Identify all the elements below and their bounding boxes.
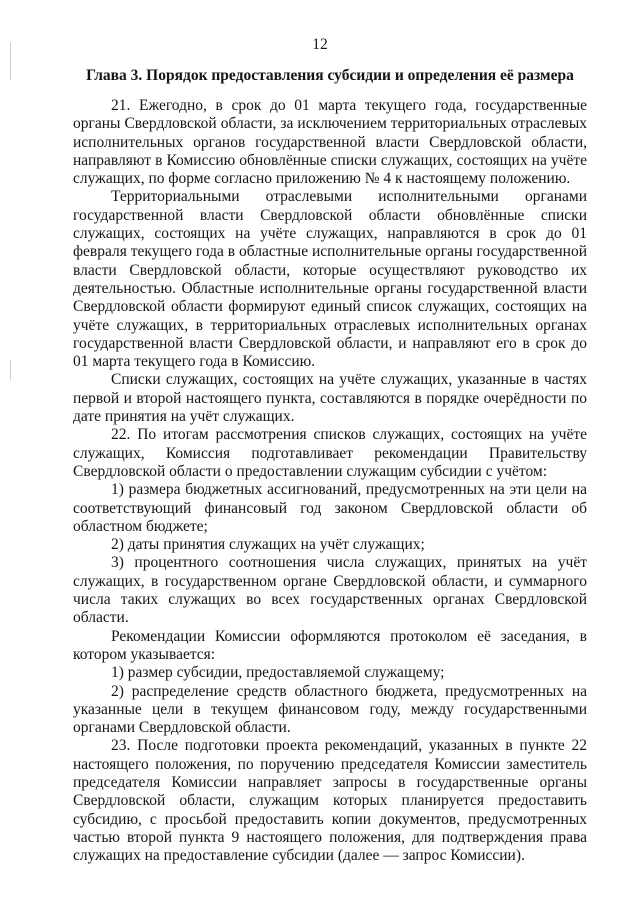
paragraph-22-recommendations: Рекомендации Комиссии оформляются протоколом её заседания, в котором указывается: bbox=[73, 627, 587, 663]
document-body bbox=[73, 97, 587, 865]
paragraph-21: 21. Ежегодно, в срок до 01 марта текущего года, государственные органы Свердловской области, за исключением территориальных отраслевых исполнительных органов государственной власти Свердловской области, направляют в Комиссию обновлённые списки служащих, состоящих на учёте служащих, по форме согласно приложению № 4 к настоящему положению. bbox=[73, 97, 587, 188]
scan-edge-mark bbox=[10, 360, 11, 380]
list-item-protocol-2: 2) распределение средств областного бюджета, предусмотренных на указанные цели в текущем финансовом году, между государственными органами Свердловской области. bbox=[73, 682, 587, 737]
paragraph-23: 23. После подготовки проекта рекомендаций, указанных в пункте 22 настоящего положения, по поручению председателя Комиссии заместитель председателя Комиссии направляет запросы в государственные органы Свердловской области, служащим которых планируется предоставить субсидию, с просьбой предоставить копии документов, предусмотренных частью второй пункта 9 настоящего положения, для подтверждения права служащих на предоставление субсидии (далее — запрос Комиссии). bbox=[73, 737, 587, 865]
list-item-protocol-1: 1) размер субсидии, предоставляемой служащему; bbox=[111, 664, 445, 682]
list-item-22-2: 2) даты принятия служащих на учёт служащих; bbox=[111, 536, 425, 554]
paragraph-21-part-2: Территориальными отраслевыми исполнительными органами государственной власти Свердловской области обновлённые списки служащих, состоящих на учёте служащих, направляются в срок до 01 февраля текущего года в областные исполнительные органы государственной власти Свердловской области, которые осуществляют руководство их деятельностью. Областные исполнительные органы государственной власти Свердловской области формируют единый список служащих, состоящих на учёте служащих, в территориальных отраслевых исполнительных органах государственной власти Свердловской области, и направляют его в срок до 01 марта текущего года в Комиссию. bbox=[73, 188, 588, 371]
chapter-title: Глава 3. Порядок предоставления субсидии и определения её размера bbox=[86, 67, 574, 84]
paragraph-21-part-3: Списки служащих, состоящих на учёте служащих, указанные в частях первой и второй настоящего пункта, составляются в порядке очерёдности по дате принятия на учёт служащих. bbox=[73, 371, 587, 426]
list-item-22-1: 1) размера бюджетных ассигнований, предусмотренных на эти цели на соответствующий финансовый год законом Свердловской области об областном бюджете; bbox=[73, 481, 587, 535]
list-item-22-3: 3) процентного соотношения числа служащих, принятых на учёт служащих, в государственном органе Свердловской области, и суммарного числа таких служащих во всех государственных органах Свердловской области. bbox=[73, 554, 587, 627]
page-number: 12 bbox=[312, 36, 328, 53]
paragraph-22: 22. По итогам рассмотрения списков служащих, состоящих на учёте служащих, Комиссия подготавливает рекомендации Правительству Свердловской области о предоставлении служащим субсидии с учётом: bbox=[73, 426, 587, 480]
